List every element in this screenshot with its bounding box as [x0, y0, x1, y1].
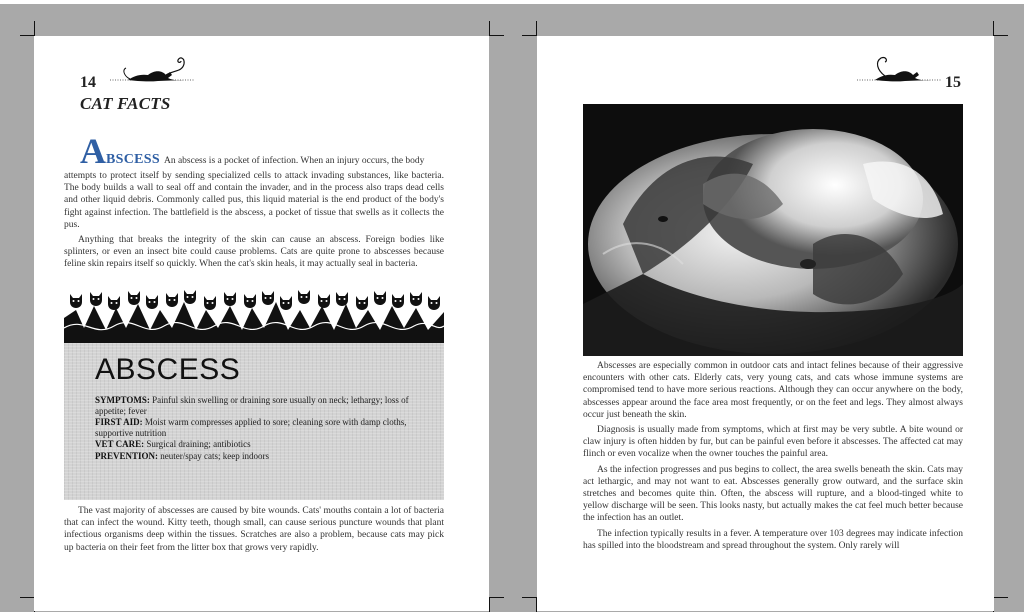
intro-first-line: An abscess is a pocket of infection. When an injury occurs, the body [163, 156, 425, 166]
closing-text [64, 505, 444, 554]
paragraph: Diagnosis is usually made from symptoms, which at first may be very subtle. A bite wound or claw injury is often hidden by fur, but can be painful even before it abscesses. The affected cat may flinch or even vocalize when the owner touches the painful area. [583, 425, 963, 460]
sidebar-box [64, 343, 444, 500]
cat-skyline-illustration [64, 288, 444, 343]
first-aid-row [95, 417, 425, 438]
paragraph: Anything that breaks the integrity of the skin can cause an abscess. Foreign bodies like splinters, or even an insect bite could cause problems. Cats are quite prone to abscesses because feline skin repairs itself so quickly. When the cat's skin heals, it may actually seal in bacteria. [64, 235, 444, 270]
sidebar-details [95, 395, 425, 462]
body-text [64, 170, 444, 271]
symptoms-value: Painful skin swelling or draining sore usually on neck; lethargy; loss of appetite; fever [95, 395, 409, 416]
crop-mark [522, 597, 537, 612]
vet-care-label: VET CARE: [95, 439, 145, 449]
crop-mark [522, 21, 537, 36]
sleeping-cat-photo [583, 104, 963, 356]
page-number: 15 [945, 74, 961, 91]
first-aid-value: Moist warm compresses applied to sore; cleaning sore with damp cloths, supportive nutrition [95, 417, 407, 438]
prevention-value: neuter/spay cats; keep indoors [160, 450, 269, 461]
crop-mark [489, 597, 504, 612]
right-page [537, 36, 994, 611]
cat-silhouette-icon [855, 50, 945, 90]
crop-mark [489, 21, 504, 36]
symptoms-row [95, 395, 425, 416]
paragraph: attempts to protect itself by sending specialized cells to attack invading substances, like bacteria. The body builds a wall to seal off and contain the invader, and in the process also traps dead cells and other liquid debris. Commonly called pus, this liquid material is the end product of the body's fight against infection. The battlefield is the abscess, a pocket of tissue that swells as it collects the pus. [64, 171, 444, 230]
drop-cap: A [80, 131, 106, 171]
intro-line [80, 131, 445, 171]
page-number: 14 [80, 74, 96, 91]
paragraph: The infection typically results in a fever. A temperature over 103 degrees may indicate infection has spilled into the bloodstream and spread throughout the system. Only rarely will [583, 528, 963, 551]
crop-mark [20, 597, 35, 612]
crop-mark [993, 21, 1008, 36]
sidebar-panel [64, 288, 444, 500]
vet-care-value: Surgical draining; antibiotics [146, 439, 251, 449]
chapter-title: CAT FACTS [80, 94, 171, 113]
symptoms-label: SYMPTOMS: [95, 395, 150, 405]
prevention-label: PREVENTION: [95, 450, 159, 461]
body-text [583, 360, 963, 552]
paragraph: Abscesses are especially common in outdoor cats and intact felines because of their aggressive encounters with other cats. Elderly cats, very young cats, and cats whose immune systems are compromised tend to have more serious reactions. Although they can occur anywhere on the body, abscesses appear around the face area most frequently, or on the feet and legs. They almost always occur just beneath the skin. [583, 361, 963, 420]
top-bar [0, 0, 1024, 4]
prevention-row [95, 451, 425, 462]
left-page [34, 36, 489, 611]
cat-silhouette-icon [108, 50, 198, 90]
vet-care-row [95, 439, 425, 450]
sidebar-title: ABSCESS [95, 353, 241, 386]
paragraph: The vast majority of abscesses are caused by bite wounds. Cats' mouths contain a lot of bacteria that can infect the wound. Kitty teeth, though small, can cause serious puncture wounds that plant infectious organisms deep within the tissues. Scratches are also a problem, because cats may pick up bacteria on their feet from the litter box that grows very rapidly. [64, 506, 444, 553]
crop-mark [20, 21, 35, 36]
headword: BSCESS [106, 152, 160, 167]
paragraph: As the infection progresses and pus begins to collect, the area swells beneath the skin. Cats may act lethargic, and may not want to eat. Abscesses generally grow outward, and the surface skin stretches and becomes quite thin. Often, the abscess will rupture, and a blood-tinged white to yellow discharge will be seen. This looks nasty, but actually makes the cat feel much better because the infection has an outlet. [583, 464, 963, 524]
first-aid-label: FIRST AID: [95, 417, 143, 427]
crop-mark [993, 597, 1008, 612]
